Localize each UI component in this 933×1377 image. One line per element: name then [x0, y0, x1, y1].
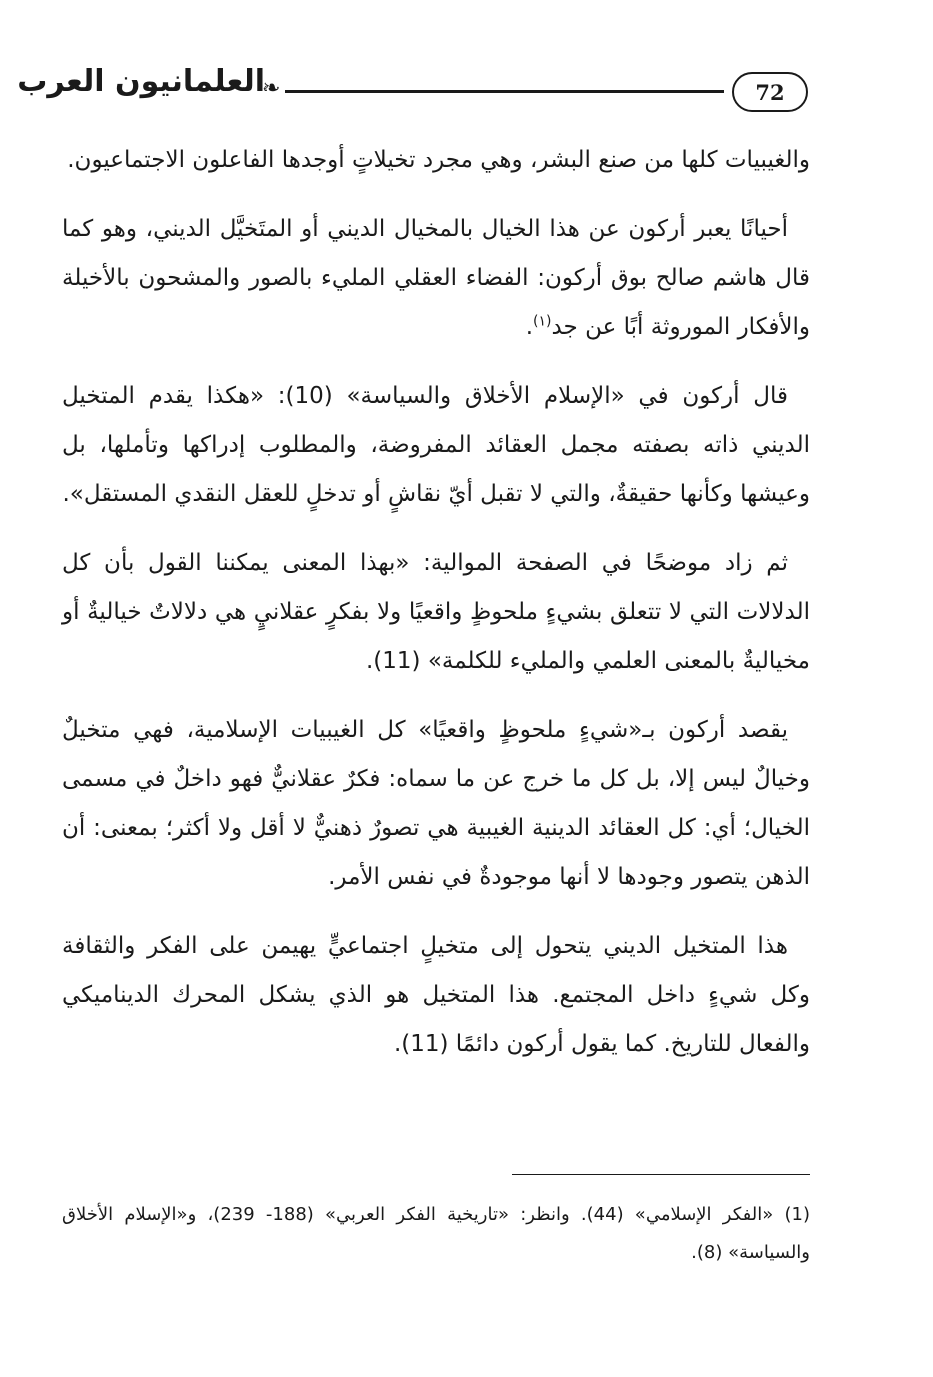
footnote: (1) «الفكر الإسلامي» (44). وانظر: «تاريخية الفكر العربي» (188- 239)، و«الإسلام الأخلاق والسياسة» (8). [62, 1204, 810, 1263]
paragraph [62, 706, 810, 902]
paragraph-end: . [525, 314, 534, 340]
footnote-marker[interactable]: (١) [533, 313, 552, 330]
paragraph [62, 205, 810, 352]
page-number: 72 [732, 72, 808, 112]
paragraph [62, 372, 810, 519]
ornament-icon: ❧ [262, 76, 281, 101]
paragraph-text: قال أركون في «الإسلام الأخلاق والسياسة» (10): «هكذا يقدم المتخيل الديني ذاته بصفته مجمل العقائد المفروضة، والمطلوب إدراكها وتأملها، بل وعيشها وكأنها حقيقةٌ، والتي لا تقبل أيّ نقاشٍ أو تدخلٍ للعقل النقدي المستقل». [62, 383, 810, 507]
header-rule [285, 90, 724, 93]
paragraph-text: والغيبيات كلها من صنع البشر، وهي مجرد تخيلاتٍ أوجدها الفاعلون الاجتماعيون. [67, 147, 810, 173]
paragraph-text: يقصد أركون بـ«شيءٍ ملحوظٍ واقعيًا» كل الغيبيات الإسلامية، فهي متخيلٌ وخيالٌ ليس إلا، بل كل ما خرج عن ما سماه: فكرٌ عقلانيٌّ فهو داخلٌ في مسمى الخيال؛ أي: كل العقائد الدينية الغيبية هي تصورٌ ذهنيٌّ لا أقل ولا أكثر؛ بمعنى: أن الذهن يتصور وجودها لا أنها موجودةٌ في نفس الأمر. [62, 717, 810, 890]
main-text [62, 136, 810, 1089]
paragraph [62, 539, 810, 686]
paragraph-text: ثم زاد موضحًا في الصفحة الموالية: «بهذا المعنى يمكننا القول بأن كل الدلالات التي لا تتعلق بشيءٍ ملحوظٍ واقعيًا ولا بفكرٍ عقلانيٍ هي دلالاتٌ خياليةٌ أو مخياليةٌ بالمعنى العلمي والمليء للكلمة» (11). [62, 550, 810, 674]
page-header [17, 62, 820, 126]
paragraph-text: هذا المتخيل الديني يتحول إلى متخيلٍ اجتماعيٍّ يهيمن على الفكر والثقافة وكل شيءٍ داخل المجتمع. هذا المتخيل هو الذي يشكل المحرك الديناميكي والفعال للتاريخ. كما يقول أركون دائمًا (11). [62, 933, 810, 1057]
paragraph [62, 136, 810, 185]
paragraph-text: أحيانًا يعبر أركون عن هذا الخيال بالمخيال الديني أو المتَخيَّل الديني، وهو كما قال هاشم صالح بوق أركون: الفضاء العقلي المليء بالصور والمشحون بالأخيلة والأفكار الموروثة أبًا عن جد [62, 216, 810, 340]
paragraph [62, 922, 810, 1069]
book-title: العلمانيون العرب [17, 64, 265, 99]
footnote-divider [512, 1174, 810, 1175]
